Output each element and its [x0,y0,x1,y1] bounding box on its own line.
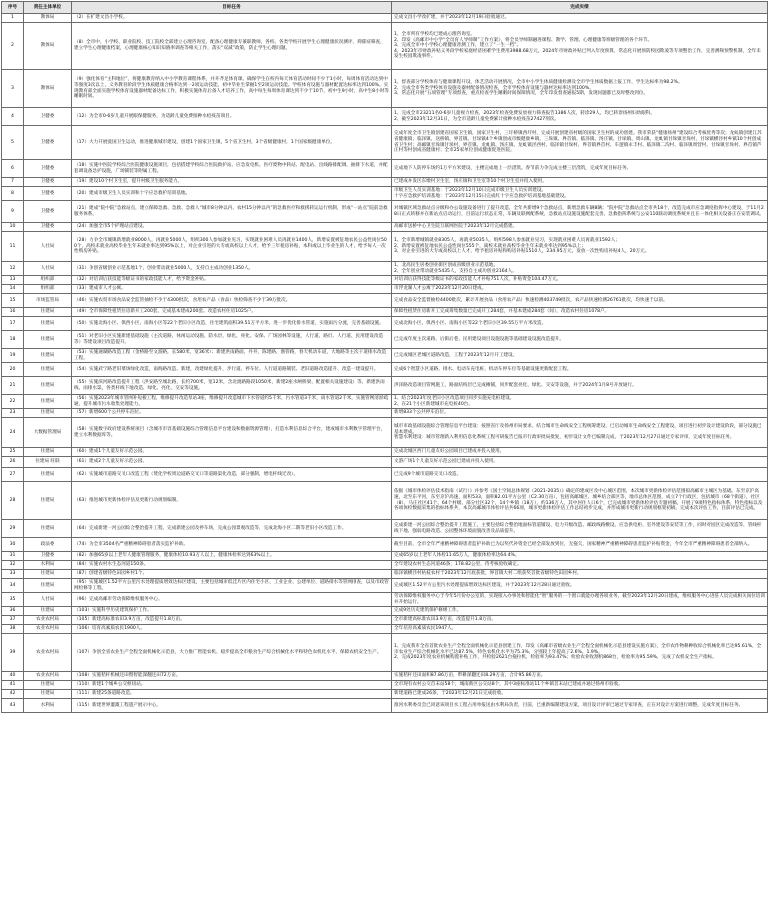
responsible-unit: 住建局 [24,377,72,395]
row-number: 30 [2,538,24,552]
responsible-unit: 卫健委 [24,552,72,561]
completion-result: 已完成年度主次道路、后街后巷、民用建设项目设施设施等基础建设设施改造提升。 [392,331,768,349]
row-number: 11 [2,232,24,262]
row-number: 10 [2,223,24,232]
target-task: （33）建成市人才公寓。 [72,285,392,294]
table-row [2,331,768,349]
responsible-unit: 住建局 [24,468,72,482]
target-task: （107）争创全省农业生产全程全面机械化示范县，大力推广智能农机、稳步提高全市粮食生产综合机械化水平和特色农机化水平，保障农机安全生产。 [72,634,392,672]
completion-result: 1、全市新增城镇就业8305人，再就业5035人，组织598人参加就业见习，实现就业困难人员再就业1592人； 2、新增安置被征地农民公益性岗位555个，离校未就业高校毕业生年末就业率达到95%以上； 3、对企业引进的大专或高校以上人才，给予租房补贴和购房补贴1510人，234.95万元，发放一次性购房补贴4人，20万元。 [392,232,768,262]
row-number: 43 [2,699,24,713]
target-task: （46）实施农贸市场食品安全监管抽检不少于4300批次，食用农产品（食品）快检筛查不少于39万批次。 [72,294,392,308]
table-row [2,178,768,187]
table-row [2,448,768,457]
completion-result: 劳动保障维权服务中心于今年5月份办公室的，实现接入办事处和智能化“智”服务的一个窗口就能办理各项业务，截至2023年12月20日建成，维权服务中心进驻人员完成相关岗位培训并开始运行。 [392,593,768,607]
responsible-unit: 住建局 [24,409,72,418]
completion-result: 1、全市所有学校均已建成心理咨询室。 2、印发《高邮市中小学“全员育人导师制”工作方案》，将全员导师制融进课程、教学、管理、心理健康等班级管理的各个环节。 3、完成全市中小学校心理健康普测工作，建立了“一生一档”。 4、2023年市财政补贴义务段学校家庭经济困难学生费用3988.68万元，2024年市财政补贴已列入年度预算，常态化开展预防校园欺凌等专项整治工作，完善测频预警机制，全年未发生校园欺凌事件。 [392,23,768,70]
target-task: （21）建成“院中院”急救站点，建立保障急救、急救、急救人“城市8分钟以内、农村15分钟以内”的急救医疗和救援转运运行机制，形成“一站点”院前急救服务体系。 [72,201,392,223]
responsible-unit: 农业农村局 [24,672,72,681]
responsible-unit: 教体局 [24,23,72,70]
table-row [2,634,768,672]
completion-result: 新增833个公共停车泊位。 [392,409,768,418]
target-task: （54）实施武宁路老旧菜场绿化改造，南海路改造、新建，改建绿化提升，步行道、停车位、人行道道路铺装、老旧道路改造提升、改造一建设提升。 [72,363,392,377]
completion-result: 完成年度全市卫生镇创建省国家卫生镇，国家卫生村，三圩桥镇西圩村，完成开展创建省村级的国家卫生村的成功创建。我市荣获“健康扬州”建设综合考核优秀等次；龙虬镇创建江苏省健康镇；临泽镇、送桥镇、界首镇、甘垛镇4个乡镇创成市级健康乡镇，三垛镇、界首镇、临泽镇、汤庄镇、甘垛镇、周山镇、龙虬镇甘垛镇甘垛村、甘垛镇横泾村乡镇10个村创成省卫生村；高邮镇甘垛镇甘垛村、界首镇、龙虬镇、汤庄镇、龙虬镇泾西村、临泽镇甘垛村、界首镇界首村、车逻镇永丰村、临泽镇二沟村、临泽镇周营村、甘垛镇甘垛村、界首镇芦庄村等村创成省健康村；全市25家单位创成健康促进医院。 [392,126,768,160]
target-task: （74）为全市3504名严重精神障碍患者落实监护补助。 [72,538,392,552]
responsible-unit: 住建局 [24,363,72,377]
responsible-unit: 组织部 [24,285,72,294]
row-number: 40 [2,672,24,681]
target-task: （49）全市保障性租赁住房新开工200套，完成基本建成200套。改造农村住房1025户。 [72,308,392,317]
completion-result: 1、完成全市23211名0-6岁儿童视力检查，2023年检查免费发放视力筛查报告1386人次，转诊29人，均已转诊扬州妇幼眼科。 2、截至2023年12月31日，为全市适龄儿童免费累计接种水痘疫苗27427剂次。 [392,108,768,126]
responsible-unit: 住建局 [24,570,72,579]
responsible-unit: 政法委 [24,538,72,552]
responsible-unit: 水利局 [24,699,72,713]
completion-result: 临泽镇横泾村枯枝农村于2023年12月底获批，界首镇大村二组获奖首批省级特色田园乡村。 [392,570,768,579]
table-row [2,468,768,482]
table-row [2,681,768,690]
row-number: 32 [2,561,24,570]
table-row [2,672,768,681]
completion-result: 截至目前，全市全年严重精神障碍患者监护补助已为以奖代补资金已经全部发放到位，无拖欠，国家精神严重精神障碍患者监护补贴资金，今年全市严重精神障碍患者全部纳入。 [392,538,768,552]
responsible-unit: 卫健委 [24,223,72,232]
responsible-unit: 住建局 [24,482,72,520]
row-number: 24 [2,418,24,448]
row-number: 28 [2,482,24,520]
row-number: 4 [2,108,24,126]
table-row [2,607,768,616]
row-number: 36 [2,607,24,616]
row-number: 20 [2,363,24,377]
row-number: 6 [2,160,24,178]
completion-result: 全年建设农村生态河道46条，178.82公里，待考核验收确定。 [392,561,768,570]
row-number: 22 [2,395,24,409]
target-task: （56）实施2023年城市管网补短板工程，维修提升改造泵站3座，维修提升改造城市下水管道约5千米，污水管道3千米，雨水管道2千米，实施管网清淤疏通，提升城市污水收集处理能力。 [72,395,392,409]
row-number: 7 [2,178,24,187]
responsible-unit: 农业农村局 [24,625,72,634]
table-row [2,552,768,561]
target-task: （95）实施城区1.52平方公里污水处理提质增效达标区建设，主要包括城市低洼片区内住宅小区、工业企业、公建单位、道路排水等管网排查，以及市政管网检修等工程。 [72,579,392,593]
row-number: 18 [2,331,24,349]
row-number: 17 [2,317,24,331]
table-row [2,187,768,201]
table-row [2,690,768,699]
row-number: 37 [2,616,24,625]
target-task: （53）实施通湖路改造工程（金桥路至文游路，长580米，宽36米）；新建洪雨路面，丹井，陈建路、渔管路，春天机动车道，大地路等主次干道排水改造工程。 [72,349,392,363]
target-task: （51）对老旧小区实施新建基础设施（主次道路、休闲运动设施、防水层、绿化、亮化、安保、广场园林等设施，人行道、路灯、人行道、民用建设改造等）等建设项目改造提升。 [72,331,392,349]
responsible-unit: 人社局 [24,262,72,276]
completion-result: 完成6个智慧小区道路、排水、电动车充电桩、机动车停车位等基础设施更新配套工程。 [392,363,768,377]
target-task: （64）完成新建一河公园综合整治提升工程，完成新建公园及停车场，完成公园景观改造等，完成北海小区二期等老旧小区改造工作。 [72,520,392,538]
table-row [2,570,768,579]
completion-result: 全市新建高标准农田3.9万亩，改造提升1.8万亩。 [392,616,768,625]
table-row [2,482,768,520]
completion-result: 完成食品安全监督抽检4400批次，累计开展食品（食用农产品）快速检测403749批次，农产品快速检测26761批次，均快速于以前。 [392,294,768,308]
row-number: 15 [2,294,24,308]
row-number: 14 [2,285,24,294]
completion-result: 依据《城市体检评估技术指南（试行）》并参考《国土空间总体规划（2021-2035）》确定的建成区及中心城区范围，本次城市更新体检评估范围拟高邮市主城区为基础。东至京沪高速，北至东平河，东至京沪高速，面积533，面积82.01平方公里（C2.30万亩），包括高邮城区、城乡结合部区等，地市总体区范围，成立7个行政区，包括城市（68个街道），社区（8），马庄社区41个、64个村级、部分社区32个，14个乡镇（18万），约136万人，其中居住人口6个，已完成城市更新体检评估专题初稿，开展了9项特色指标体系，特色指标以及各项体检数据采集的指标体系共，本次高邮城市体检评估共66项，城市更新体检评估工作总结初步完成，并形成城市更新行动规划框架初稿，完成本次评估工作，目前评估已完成。 [392,482,768,520]
target-task: （105）新建高标准农田3.9万亩，改造提升1.8万亩。 [72,616,392,625]
target-task: （17）大力开展爱国卫生运动，推进健康城市建设，创建1个国家卫生镇，5个省卫生村，3个省级健康村，1个国家级健康单位。 [72,126,392,160]
responsible-unit: 人社局 [24,593,72,607]
row-number: 39 [2,634,24,672]
completion-result: 城市市政基础设施综合管理信息平台建设：按照省厅及扬州市局要求，结合城市生命线安全工程统筹建设，已启动城市生命线安全工程建设，项目进行初步设计建设阶段，部分设施已基本建成。 智慧水利建设：城市管理新入利用信息化系统工程可研报告已报市行政审批局批复，初步设计文件已编制完成，于2023年12月27日通过专家评审，完成年度目标任务。 [392,418,768,448]
row-number: 1 [2,14,24,23]
completion-result: 1、督查部分学校体育与健康课程开设、体艺活动开展情况，全市中小学生体质健康检测及全市学生体质数据上报工作，学生达标率为98.2%。 2、完成全市各类学校体育设施及器材配备情况检查，全市学校体育设施与器材达标率达到100%。 3、常态化开展“五项管理”专项督查，重点检查学生睡眠时间保障情况，全年印发督查通报5期，发现问题都已及时整改到位。 [392,70,768,108]
table-row [2,23,768,70]
row-number: 38 [2,625,24,634]
row-number: 5 [2,126,24,160]
responsible-unit: 住建局 [24,317,72,331]
target-task: （19）建设10个村卫生室，提升村级卫生服务能力。 [72,178,392,187]
table-row [2,294,768,308]
target-task: （31）争创省级创业示范基地1个，创业带动就业5000人，支持自主成功创业1350人。 [72,262,392,276]
target-task: （28）力争全市城镇新增就业8000人，再就业5000人，组织300人参加就业见习，实现就业困难人员再就业1400人，新增安置被征地农民公益性岗位500个，高校未就业高校毕业生年末就业率达到95%以上，对企业引进的大专或高校以上人才，给予三年租房补贴，本科或以上毕业生的人才，给予每人一次性购房补贴。 [72,232,392,262]
completion-result: 完成地下人防停车场约1万平方米建设，主楼完成地上一层浇筑。春节前力争完成主楼三层浇筑，完成年度目标任务。 [392,160,768,178]
row-number: 3 [2,70,24,108]
row-number: 21 [2,377,24,395]
header-goal: 目标任务 [72,2,392,14]
table-row [2,520,768,538]
table-row [2,232,768,262]
responsible-unit: 大数据管理局 [24,418,72,448]
completion-result: 完成文昌小学改扩建，并于2023年12月19日验收通过。 [392,14,768,23]
table-row [2,538,768,552]
table-row [2,308,768,317]
responsible-unit: 住建局 [24,331,72,349]
completion-result: 完成城区1.52平方公里污水处理提质增效达标区建设，并于2023年12月28日通过验收。 [392,579,768,593]
responsible-unit: 住建局 [24,308,72,317]
completion-result: 保障性租赁住房新开工完成筹集数量已完成开工284套，并基本建成284套（间），改造农村住房1078户。 [392,308,768,317]
target-task: （84）实施农村水生态河道150条。 [72,561,392,570]
row-number: 27 [2,468,24,482]
completion-result: 全市现有农村公交首末站58个，城南新区公交站8个，其中3座标准站11个乡镇首末站已建成并通过扬州市验收。 [392,681,768,690]
table-row [2,126,768,160]
row-number: 33 [2,570,24,579]
completion-result: 淮河水利委员会已同意该项目水工程占用单报送由水利局负责，目前，已重新编制建设方案，项目设计评审已通过专家审查，正在对设计方案进行调整，完成年度目标任务。 [392,699,768,713]
row-number: 26 [2,457,24,468]
completion-result: 洪泽路改造项目管网施工，路面结构层已完成摊铺，同步配套亮化、绿化、交安等设施，并于2024年1月8号开放通行。 [392,377,768,395]
target-task: （96）完成高邮市劳动保障维权服务中心。 [72,593,392,607]
completion-result: 对城镇区域急救站点分级和办公设施设备进行了提升改造，全年共新增9个急救站点，新增急救车辆8辆；“院中院”急救站点全市共18个，改造完成市应急调度指挥中心建设，于11月28日正式转移并在新站点启动运行，目前运行状态正常，车辆及联网配系统，急救站点设施设施配套完善。急救指挥系统与公安110联动调度系统并且在一体化相关设备正在安装调试。 [392,201,768,223]
row-number: 41 [2,681,24,690]
target-task: （108）实施秸秆机械还田暨智能深翻还田72万亩。 [72,672,392,681]
row-number: 31 [2,552,24,561]
table-row [2,70,768,108]
table-row [2,276,768,285]
target-task: （12）为全市0-6岁儿童开展眼保健服务，为适龄儿童免费接种水痘疫苗项目。 [72,108,392,126]
target-task: （55）实施滨河路改造提升工程（洪安路至城北路，长约700米，宽12米，含北渡路路段1050米，新建2座水闸桥梁、配置相关设施建设）等，新建洪雨线、雨排水渠，各类杆线下地改造、绿化、亮化、交安等设施。 [72,377,392,395]
responsible-unit: 住建局 [24,520,72,538]
table-row [2,579,768,593]
responsible-unit: 组织部 [24,276,72,285]
completion-result: 完成北海小区、俱西小区、南海小区等22个老旧小区39.55万平方米改造。 [392,317,768,331]
completion-result: 市级卫生人员实训基地：于2023年12月10日完成市级卫生人员实训建设。 十字应急救护培训基地：于2023年12月15日完成红十字应急救护培训基地基础建设。 [392,187,768,201]
responsible-unit: 卫健委 [24,126,72,160]
row-number: 12 [2,262,24,276]
responsible-unit: 住建局 [24,607,72,616]
responsible-unit: 住建局 旺联 [24,457,72,468]
row-number: 42 [2,690,24,699]
target-task: （61）建成2个儿童友好示范公园。 [72,457,392,468]
responsible-unit: 教体局 [24,14,72,23]
target-task: （32）对培训后获技能等级证书的家政技能人才，给予资金补贴。 [72,276,392,285]
completion-result: 1、北高民生居委创业街区创成省级创业示范基地。 2、全年创业带动就业5435人，支持自主成功创业2164人。 [392,262,768,276]
completion-result: 已完成城区老城区道路改造，工程于2023年12月开工建设。 [392,349,768,363]
target-task: （8）全市中、小学校、职业院校、技工院校全部建立心理咨询室，配备心理健康专兼职教师，各校、各类学校开展学生心理健康状况测评，抑郁症筛查，建立学生心理健康档案，心理健康核心知识知晓率调查等相关工作，落实“双减”政策，防止学生心理问题。 [72,23,392,70]
target-task: （20）建成市级卫生人员实训和十字应急救护培训基地。 [72,187,392,201]
row-number: 25 [2,448,24,457]
table-row [2,14,768,23]
responsible-unit: 住建局 [24,395,72,409]
row-number: 13 [2,276,24,285]
completion-result: 实施秸秆还田面积87.86万亩，犁耕深翻还田8.29万亩，合计95.86万亩。 [392,672,768,681]
responsible-unit: 卫健委 [24,201,72,223]
table-row [2,108,768,126]
table-row [2,317,768,331]
achievement-table [1,1,768,713]
completion-result: 对培训后获得技能等级证书的家政技能人才补贴751人次，补贴资金104.47万元。 [392,276,768,285]
target-task: （87）创建省级特色田园乡村1个。 [72,570,392,579]
responsible-unit: 住建局 [24,349,72,363]
completion-result: 完成北城区西门儿童友好公园项目已建成并投入使用。 [392,448,768,457]
target-task: （57）新增600个公共停车泊位。 [72,409,392,418]
target-task: （82）加强65岁以上老年人健康管理服务，健康体检10.93万人以上，健康体检率达到63%以上。 [72,552,392,561]
table-row [2,625,768,634]
row-number: 34 [2,579,24,593]
row-number: 8 [2,187,24,201]
row-number: 9 [2,201,24,223]
target-task: （63）推进城市更新体检评估及更新行动规划编制。 [72,482,392,520]
target-task: （2）在扩建文昌小学校。 [72,14,392,23]
responsible-unit: 住建局 [24,579,72,593]
target-task: （115）新建世界灌溉工程遗产展示中心。 [72,699,392,713]
responsible-unit: 住建局 [24,448,72,457]
responsible-unit: 卫健委 [24,187,72,201]
target-task: （58）实施数字政府建设系统项目（含城市市容基础设施综合管理信息平台建设和数据资源管理），打造水利信息综合平台，建成城市水利数字管理平台，建立水利数据库等。 [72,418,392,448]
table-row [2,395,768,409]
row-number: 19 [2,349,24,363]
completion-result: 完成9处历史建筑保护修缮工作。 [392,607,768,616]
target-task: （60）建成1个儿童友好示范公园。 [72,448,392,457]
table-row [2,699,768,713]
table-row [2,160,768,178]
table-row [2,201,768,223]
table-row [2,349,768,363]
target-task: （50）实施北海小区、俱西小区、南海小区等22个老旧小区改造，住宅建筑面积39.51万平方米，进一步优化排水管道，实施雨污分流，完善基础设施。 [72,317,392,331]
responsible-unit: 农业农村局 [24,616,72,625]
table-row [2,223,768,232]
completion-result: 1、结合2023年度老旧小区改造项目同步实施充电桩建设。 2、在21个小区新建城市充电桩40台。 [392,395,768,409]
responsible-unit: 住建局 [24,681,72,690]
row-number: 23 [2,409,24,418]
table-row [2,561,768,570]
responsible-unit: 卫健委 [24,160,72,178]
completion-result: 1、完成我市全省首批农业生产全程全面机械化示范县创建工作，印发《高邮市省级农业生产全程全面机械化示范县建设实施方案》，全市农作物耕种收综合机械化率已达95.61%，全市农业生产综合机械化水平已达87.5%，特色农机化水平为75.3%，分别较上年提高了2.6%、1.9%。 2、完成2023年度农业机械购置补贴工作，共检验2621台拖拉机，检验率为93.47%；检验农业收割机868台，检验率为95.59%，完成了农机安全生产指标。 [392,634,768,672]
completion-result: 文游广场1个儿童友好示范公园已建成并投入使用。 [392,457,768,468]
table-row [2,409,768,418]
completion-result: 已建成并发区东墩村卫生室，汤庄镇和卫生室等10个村卫生室并投入使用。 [392,178,768,187]
header-result: 完成实绩 [392,2,768,14]
row-number: 16 [2,308,24,317]
responsible-unit: 卫健委 [24,108,72,126]
responsible-unit: 住建局 [24,690,72,699]
responsible-unit: 教体局 [24,70,72,108]
completion-result: 全年培育高素质农民1947人。 [392,625,768,634]
target-task: （106）培育高素质农民1900人。 [72,625,392,634]
table-row [2,262,768,276]
header-no: 序号 [2,2,24,14]
completion-result: 完成65岁以上老年人体检11.65万人，健康体检率达64.4%。 [392,552,768,561]
responsible-unit: 农业农村局 [24,634,72,672]
completion-result: 已完成9个城市道路交叉口改造。 [392,468,768,482]
responsible-unit: 水利局 [24,561,72,570]
row-number: 35 [2,593,24,607]
target-task: （103）实施科学历史建筑保护工作。 [72,607,392,616]
completion-result: 高邮市送桥中心卫生院互联网医院于2023年12月完成搭建。 [392,223,768,232]
table-row [2,363,768,377]
table-row [2,285,768,294]
table-row [2,377,768,395]
table-body [2,14,768,713]
target-task: （18）实施中医院学校综合医院健康设施项目，包括搭建学校综合医院救护站、应急发电机、医疗废物中转站、配电站、出线路排配调，抽排下水道，并配套调设备急护设施，广场铺装等附属工程。 [72,160,392,178]
target-task: （111）新建25条道路改造。 [72,690,392,699]
row-number: 2 [2,23,24,70]
target-task: （62）实施城市道路交叉口改造工程（焚化学校周边道路交叉口等道路渠化改造，部分强制，增电杆线迁改）。 [72,468,392,482]
header-unit: 责任主体单位 [24,2,72,14]
table-row [2,418,768,448]
target-task: （24）加强全市5个护理站点建设。 [72,223,392,232]
table-row [2,457,768,468]
row-number: 29 [2,520,24,538]
responsible-unit: 卫健委 [24,178,72,187]
target-task: （9）强化体育“主科地位”，将健康教育纳入中小学教育课程体系，并开齐足体育课。确保学生在校内每天体育活动时间不少于1小时，每周体育活动达到中等强度3次以上，义务教育阶段学生体质健康合格率达到一2项运动技能，初中毕业生掌握1至2项运动技能。学校体育设施与器材配置达标率达到100%。实现教育部全面实施学校体育设施器材配备达标工作，积极实施体育后备人才培养工作，高中每生每周体育课达到不少于10节，初中生9小时，高中生8小时等睡眠时间。 [72,70,392,108]
responsible-unit: 市场监管局 [24,294,72,308]
table-row [2,593,768,607]
completion-result: 完成新建一河公园综合整治提升工程施工，主要包括综合整治地面标管道铺设、电力升级改造、邮政线路敷设、应急供电柜、室外建设等安装等工作，同时对园区完成改造等，管线杆线下地、强弱电路改造、公园整体环境面貌改善及品质提升。 [392,520,768,538]
table-row [2,616,768,625]
table-header-row [2,2,768,14]
completion-result: 新建道路已建成26条，于2023年12月21日完成验收。 [392,690,768,699]
responsible-unit: 人社局 [24,232,72,262]
completion-result: 市浮龙湖人才公寓于2023年12月20日建成。 [392,285,768,294]
target-task: （110）新建1个城乡公交枢纽站。 [72,681,392,690]
